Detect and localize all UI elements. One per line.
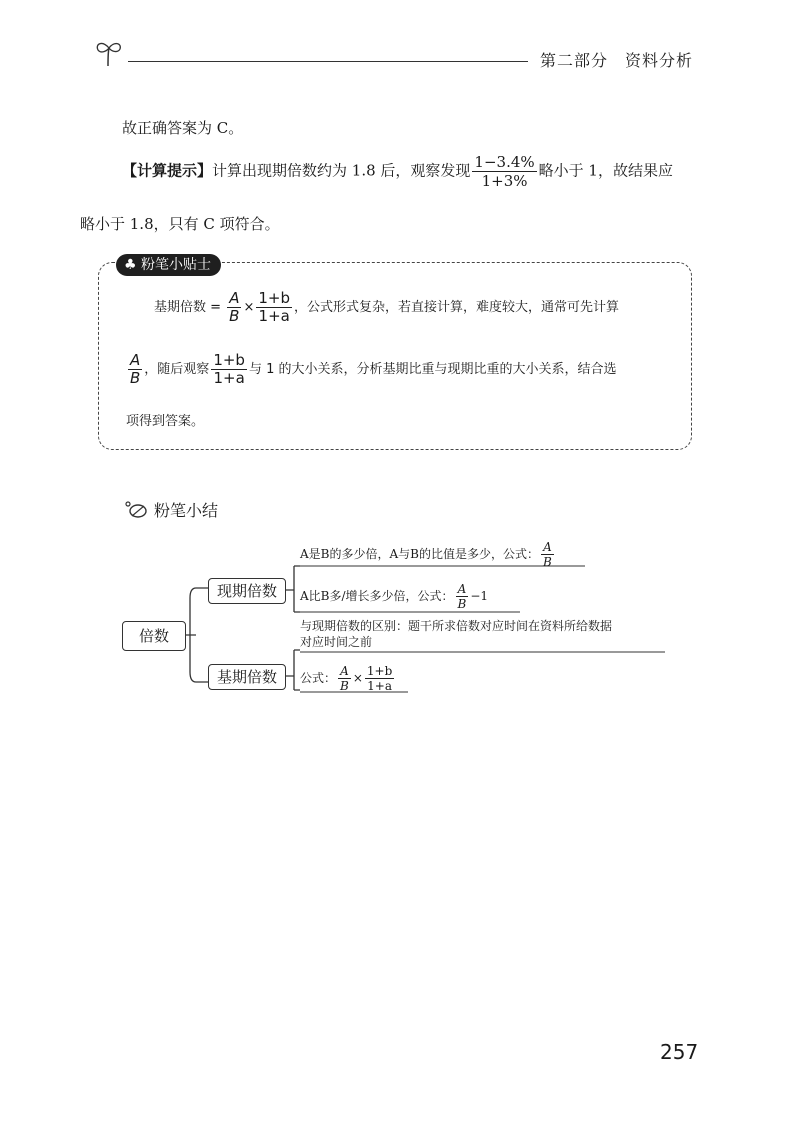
root-node: 倍数 — [122, 621, 186, 651]
sprout-icon: ♣ — [124, 257, 137, 273]
ratio-fraction-denominator: 1+3% — [481, 172, 528, 190]
fb-numerator: 1+b — [258, 289, 291, 307]
fa-denominator: B — [457, 597, 467, 611]
b2-line2 — [300, 664, 396, 693]
b1-line1-text: A是B的多少倍，A与B的比值是多少，公式： — [300, 547, 539, 561]
branch-current-multiple: 现期倍数 — [208, 578, 286, 604]
b1-line2 — [300, 582, 488, 611]
calc-tip-line2: 略小于 1.8，只有 C 项符合。 — [80, 215, 280, 233]
fa-numerator: A — [457, 582, 467, 596]
calc-tip-label: 【计算提示】 — [122, 161, 213, 180]
tip-line1-prefix: 基期倍数 = — [154, 300, 222, 315]
ratio-fraction-numerator: 1−3.4% — [474, 153, 535, 171]
tip-line2-mid: ，随后观察 — [144, 362, 210, 377]
times-sign: × — [352, 671, 363, 685]
b1-line1 — [300, 540, 556, 569]
section-title: 第二部分 资料分析 — [540, 51, 694, 70]
growth-fraction — [365, 664, 394, 693]
fb-denominator: 1+a — [213, 369, 245, 387]
a-over-b-fraction — [338, 664, 351, 693]
tip-line3: 项得到答案。 — [126, 414, 205, 429]
tip-box-title: 粉笔小贴士 — [141, 257, 212, 273]
calc-tip-text-after: 略小于 1，故结果应 — [538, 161, 673, 180]
fb-denominator: 1+a — [258, 307, 290, 325]
fa-denominator: B — [340, 679, 349, 693]
fa-denominator: B — [542, 555, 552, 569]
b2-line2-prefix: 公式： — [300, 671, 337, 685]
b2-line1a: 与现期倍数的区别：题干所求倍数对应时间在资料所给数据 — [300, 619, 613, 633]
times-sign: × — [243, 300, 255, 315]
b2-line1b: 对应时间之前 — [300, 635, 373, 649]
tip-line1-suffix: ，公式形式复杂，若直接计算，难度较大，通常可先计算 — [294, 300, 620, 315]
a-over-b-fraction — [541, 540, 554, 569]
fa-denominator: B — [130, 369, 141, 387]
fa-numerator: A — [229, 289, 240, 307]
fa-numerator: A — [543, 540, 552, 554]
answer-text: 故正确答案为 C。 — [122, 119, 244, 137]
summary-title: 粉笔小结 — [154, 501, 219, 520]
branch-base-multiple: 基期倍数 — [208, 664, 286, 690]
fb-denominator: 1+a — [367, 679, 393, 693]
fb-numerator: 1+b — [213, 351, 245, 369]
b1-line2-prefix: A比B多/增长多少倍，公式： — [300, 589, 454, 603]
fa-denominator: B — [229, 307, 240, 325]
b1-line2-suffix: −1 — [470, 589, 489, 603]
calc-tip-text-before: 计算出现期倍数约为 1.8 后，观察发现 — [212, 161, 471, 180]
fa-numerator: A — [340, 664, 349, 678]
fa-numerator: A — [130, 351, 141, 369]
tip-line2-suffix: 与 1 的大小关系，分析基期比重与现期比重的大小关系，结合选 — [248, 362, 617, 377]
page-number: 257 — [660, 1040, 699, 1064]
a-over-b-fraction — [456, 582, 469, 611]
fb-numerator: 1+b — [366, 664, 393, 678]
